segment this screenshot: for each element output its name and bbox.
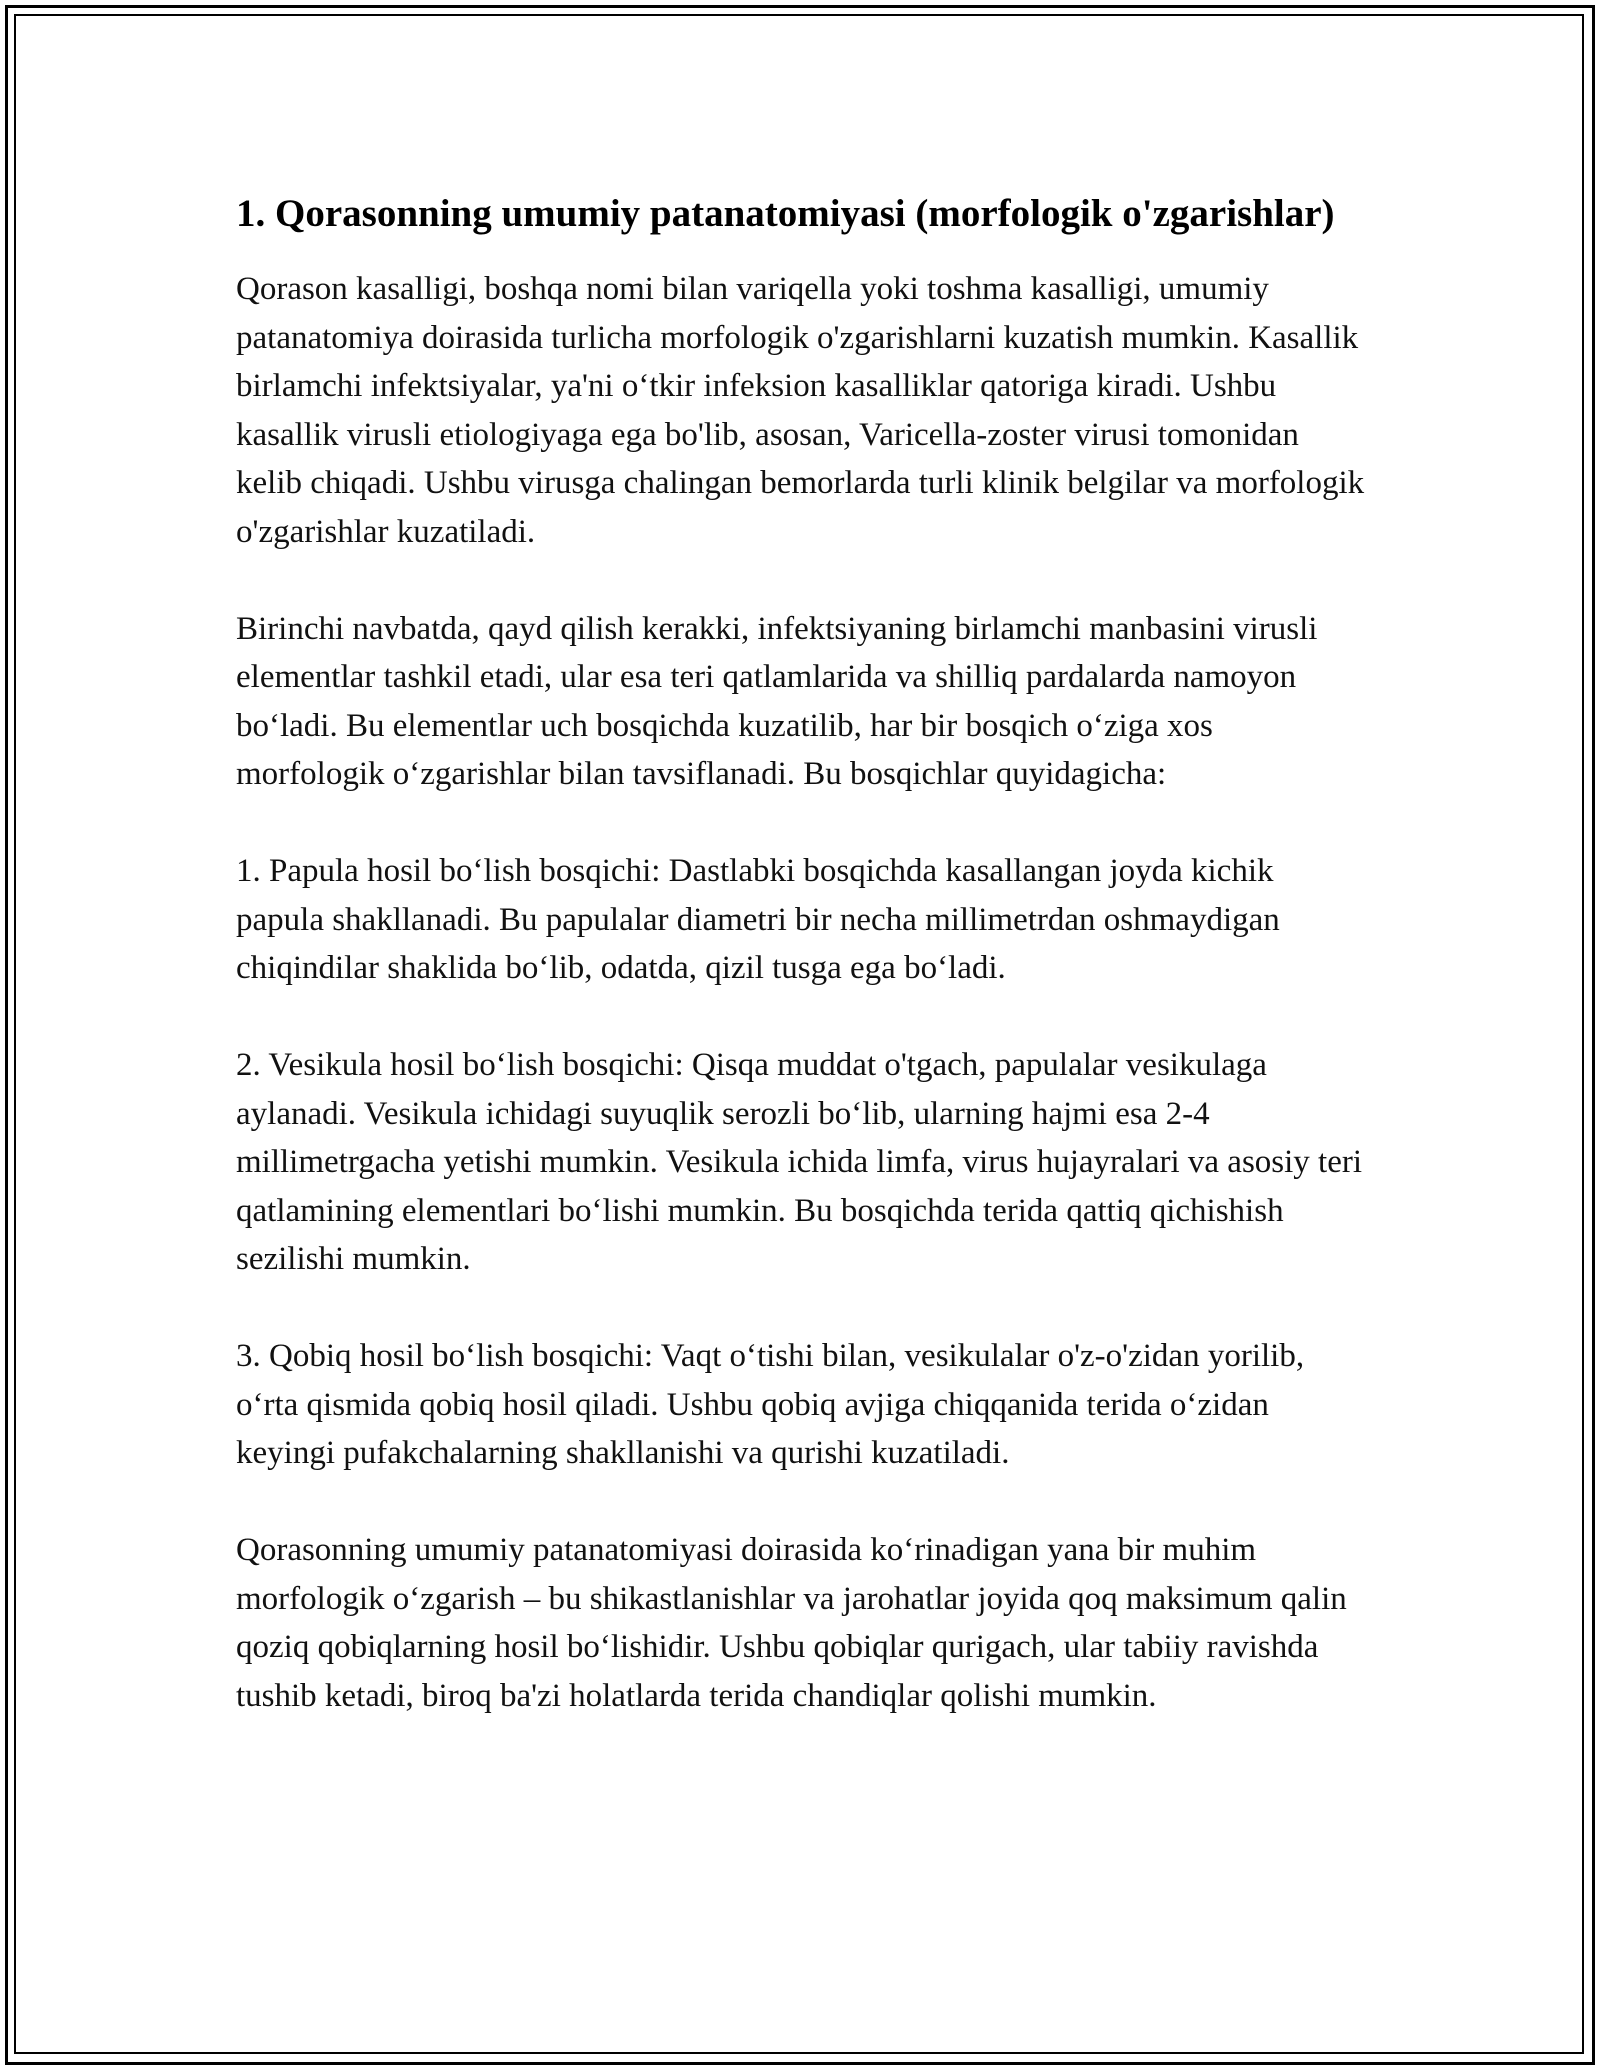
paragraph-stage-vesikula: 2. Vesikula hosil bo‘lish bosqichi: Qisqa muddat o'tgach, papulalar vesikulaga aylanadi. Vesikula ichidagi suyuqlik serozli bo‘lib, ularning hajmi esa 2-4 millimetrgacha yetishi mumkin. Vesikula ichida limfa, virus hujayralari va asosiy teri qatlamining elementlari bo‘lishi mumkin. Bu bosqichda terida qattiq qichishish sezilishi mumkin. [236, 1047, 1363, 1277]
document-body [236, 186, 1366, 1769]
paragraph-stage-qobiq: 3. Qobiq hosil bo‘lish bosqichi: Vaqt o‘tishi bilan, vesikulalar o'z-o'zidan yorilib, o‘rta qismida qobiq hosil qiladi. Ushbu qobiq avjiga chiqqanida terida o‘zidan keyingi pufakchalarning shakllanishi va qurishi kuzatiladi. [236, 1338, 1305, 1471]
paragraph-stage-papula: 1. Papula hosil bo‘lish bosqichi: Dastlabki bosqichda kasallangan joyda kichik papula shakllanadi. Bu papulalar diametri bir necha millimetrdan oshmaydigan chiqindilar shaklida bo‘lib, odatda, qizil tusga ega bo‘ladi. [236, 853, 1280, 986]
section-heading: 1. Qorasonning umumiy patanatomiyasi (morfologik o'zgarishlar) [236, 192, 1335, 235]
paragraph-stages-overview: Birinchi navbatda, qayd qilish kerakki, infektsiyaning birlamchi manbasini virusli elementlar tashkil etadi, ular esa teri qatlamlarida va shilliq pardalarda namoyon bo‘ladi. Bu elementlar uch bosqichda kuzatilib, har bir bosqich o‘ziga xos morfologik o‘zgarishlar bilan tavsiflanadi. Bu bosqichlar quyidagicha: [236, 610, 1318, 792]
paragraph-intro: Qorason kasalligi, boshqa nomi bilan variqella yoki toshma kasalligi, umumiy patanatomiya doirasida turlicha morfologik o'zgarishlarni kuzatish mumkin. Kasallik birlamchi infektsiyalar, ya'ni o‘tkir infeksion kasalliklar qatoriga kiradi. Ushbu kasallik virusli etiologiyaga ega bo'lib, asosan, Varicella-zoster virusi tomonidan kelib chiqadi. Ushbu virusga chalingan bemorlarda turli klinik belgilar va morfologik o'zgarishlar kuzatiladi. [236, 271, 1365, 550]
paragraph-conclusion: Qorasonning umumiy patanatomiyasi doirasida ko‘rinadigan yana bir muhim morfologik o‘zgarish – bu shikastlanishlar va jarohatlar joyida qoq maksimum qalin qoziq qobiqlarning hosil bo‘lishidir. Ushbu qobiqlar qurigach, ular tabiiy ravishda tushib ketadi, biroq ba'zi holatlarda terida chandiqlar qolishi mumkin. [236, 1532, 1347, 1714]
